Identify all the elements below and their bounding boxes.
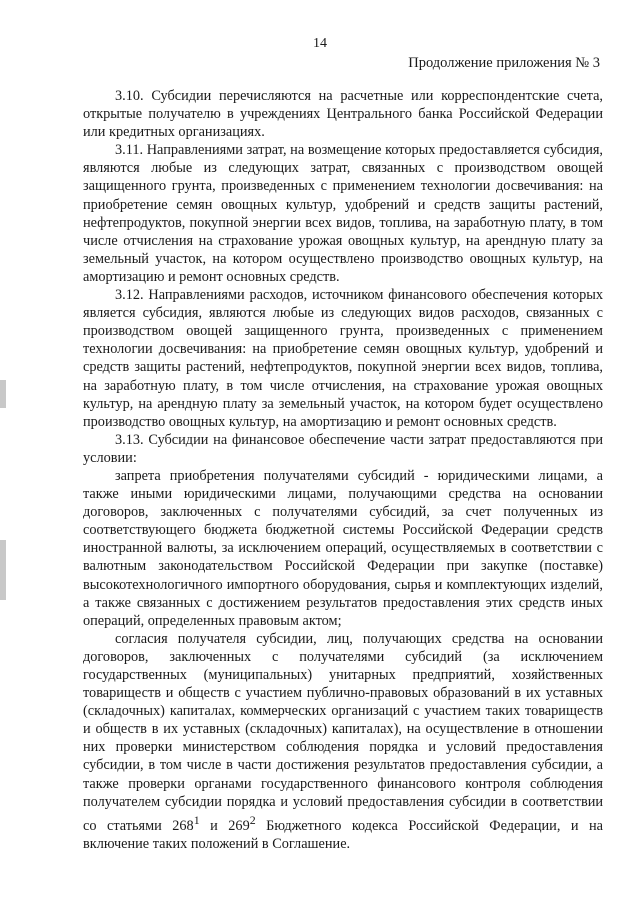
- appendix-continuation-note: Продолжение приложения № 3: [408, 55, 600, 71]
- paragraph-3-13: 3.13. Субсидии на финансовое обеспечение части затрат предоставляются при условии:: [83, 431, 603, 466]
- scan-margin-mark: [0, 540, 6, 600]
- superscript-268: 1: [193, 812, 200, 827]
- paragraph-3-10: 3.10. Субсидии перечисляются на расчетные или корреспондентские счета, открытые получателю в учреждениях Центрального банка Российской Федерации или кредитных организациях.: [83, 88, 603, 141]
- paragraph-3-11: 3.11. Направлениями затрат, на возмещение которых предоставляется субсидия, являются любые из следующих затрат, связанных с производством овощей защищенного грунта, произведенных с применением технологии досвечивания: на приобретение семян овощных культур, удобрений и средств защиты растений, нефтепродуктов, покупной энергии всех видов, топлива, на заработную плату, в том числе отчисления на страхование урожая овощных культур, на арендную плату за земельный участок, на котором осуществлено производство овощных культур, на амортизацию и ремонт основных средств.: [83, 142, 603, 285]
- consent-text-end: Бюджетного кодекса Российской Федерации, и на включение таких положений в Соглашение.: [83, 817, 604, 852]
- condition-consent-to-inspection: [83, 630, 603, 853]
- scan-margin-mark: [0, 380, 6, 408]
- condition-currency-ban: запрета приобретения получателями субсидий - юридическими лицами, а также иными юридическими лицами, получающими средства на основании договоров, заключенных с получателями субсидий, за счет полученных из соответствующего бюджета бюджетной системы Российской Федерации средств иностранной валюты, за исключением операций, осуществляемых в соответствии с валютным законодательством Российской Федерации при закупке (поставке) высокотехнологичного импортного оборудования, сырья и комплектующих изделий, а также связанных с достижением результатов предоставления этих средств иных операций, определенных правовым актом;: [83, 467, 603, 629]
- paragraph-3-12: 3.12. Направлениями расходов, источником финансового обеспечения которых является субсидия, являются любые из следующих видов расходов, связанных с производством овощей защищенного грунта, произведенных с применением технологии досвечивания: на приобретение семян овощных культур, удобрений и средств защиты растений, нефтепродуктов, покупной энергии всех видов, топлива, на заработную плату, в том числе отчисления, на страхование урожая овощных культур, на арендную плату за земельный участок, на котором будет осуществлено производство овощных культур, на амортизацию и ремонт основных средств.: [83, 287, 603, 430]
- consent-text: согласия получателя субсидии, лиц, получающих средства на основании договоров, заключенных с получателями субсидий (за исключением государственных (муниципальных) унитарных предприятий, хозяйственных товариществ и обществ с участием публично-правовых образований в их уставных (складочных) капиталах, коммерческих организаций с участием таких товариществ и обществ в их уставных (складочных) капиталах), на осуществление в отношении них проверки министерством соблюдения порядка и условий предоставления субсидии, в том числе в части достижения результатов предоставления субсидии, а также проверки органами государственного финансового контроля соблюдения получателем субсидии порядка и условий предоставления субсидии в соответствии со статьями 268: [83, 630, 603, 834]
- consent-text-and: и 269: [199, 817, 250, 834]
- page-number: 14: [313, 36, 327, 51]
- document-body: [83, 87, 603, 853]
- superscript-269: 2: [249, 812, 256, 827]
